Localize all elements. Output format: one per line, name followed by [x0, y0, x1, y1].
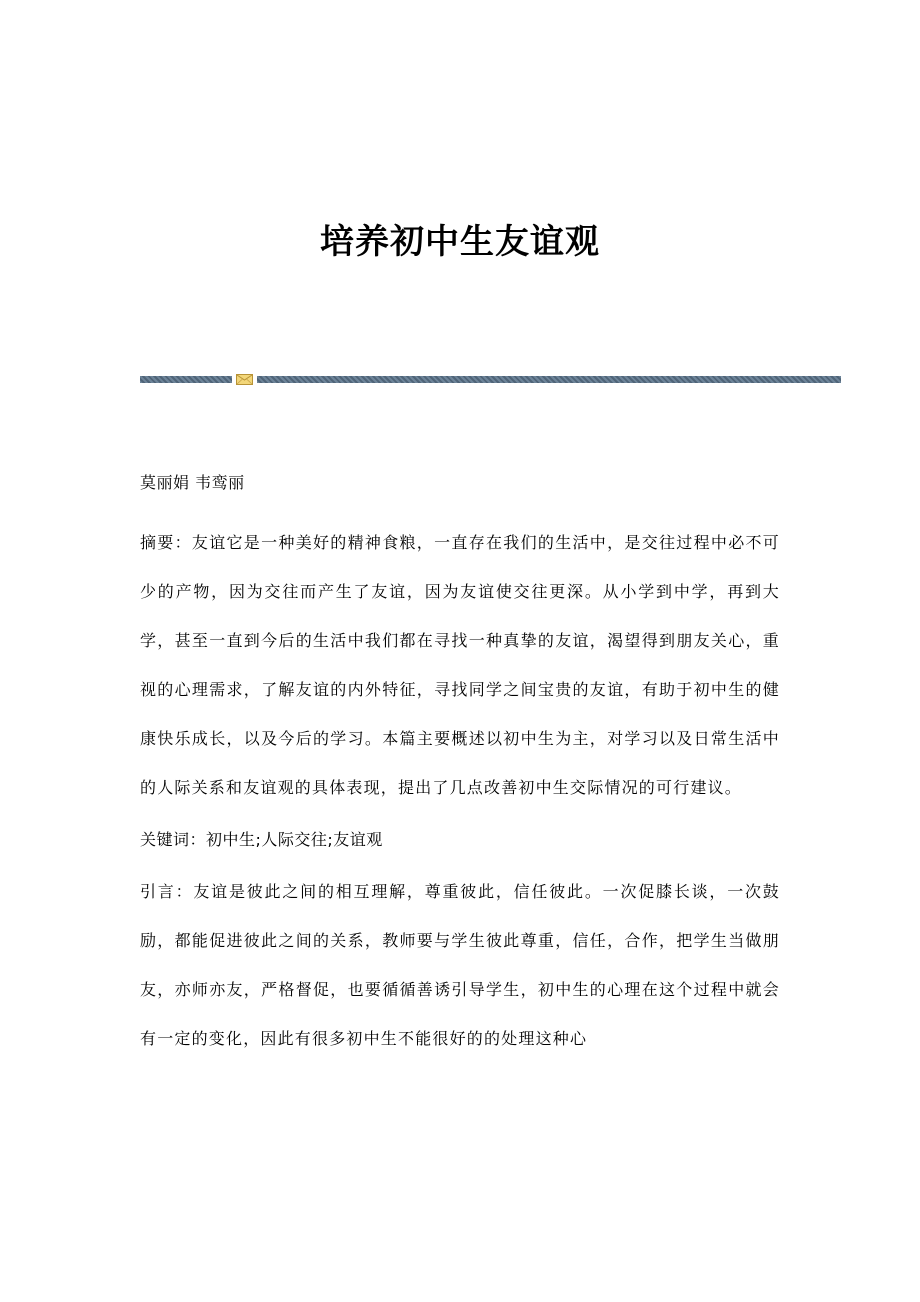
keywords-line: 关键词：初中生;人际交往;友谊观 — [140, 830, 383, 849]
authors-line: 莫丽娟 韦鸾丽 — [140, 473, 245, 492]
document-body — [140, 466, 780, 1066]
abstract-paragraph: 摘要：友谊它是一种美好的精神食粮，一直存在我们的生活中，是交往过程中必不可少的产物，因为交往而产生了友谊，因为友谊使交往更深。从小学到中学，再到大学，甚至一直到今后的生活中我们都在寻找一种真挚的友谊，渴望得到朋友关心，重视的心理需求，了解友谊的内外特征，寻找同学之间宝贵的友谊，有助于初中生的健康快乐成长，以及今后的学习。本篇主要概述以初中生为主，对学习以及日常生活中的人际关系和友谊观的具体表现，提出了几点改善初中生交际情况的可行建议。 — [140, 533, 780, 797]
divider-bar-right — [257, 376, 841, 383]
ornament-icon — [236, 374, 253, 385]
title-divider — [140, 374, 841, 383]
document-title: 培养初中生友谊观 — [320, 222, 600, 262]
introduction-paragraph: 引言：友谊是彼此之间的相互理解，尊重彼此，信任彼此。一次促膝长谈，一次鼓励，都能促进彼此之间的关系，教师要与学生彼此尊重，信任，合作，把学生当做朋友，亦师亦友，严格督促，也要循循善诱引导学生，初中生的心理在这个过程中就会有一定的变化，因此有很多初中生不能很好的的处理这种心 — [140, 882, 780, 1048]
divider-bar-left — [140, 376, 232, 383]
